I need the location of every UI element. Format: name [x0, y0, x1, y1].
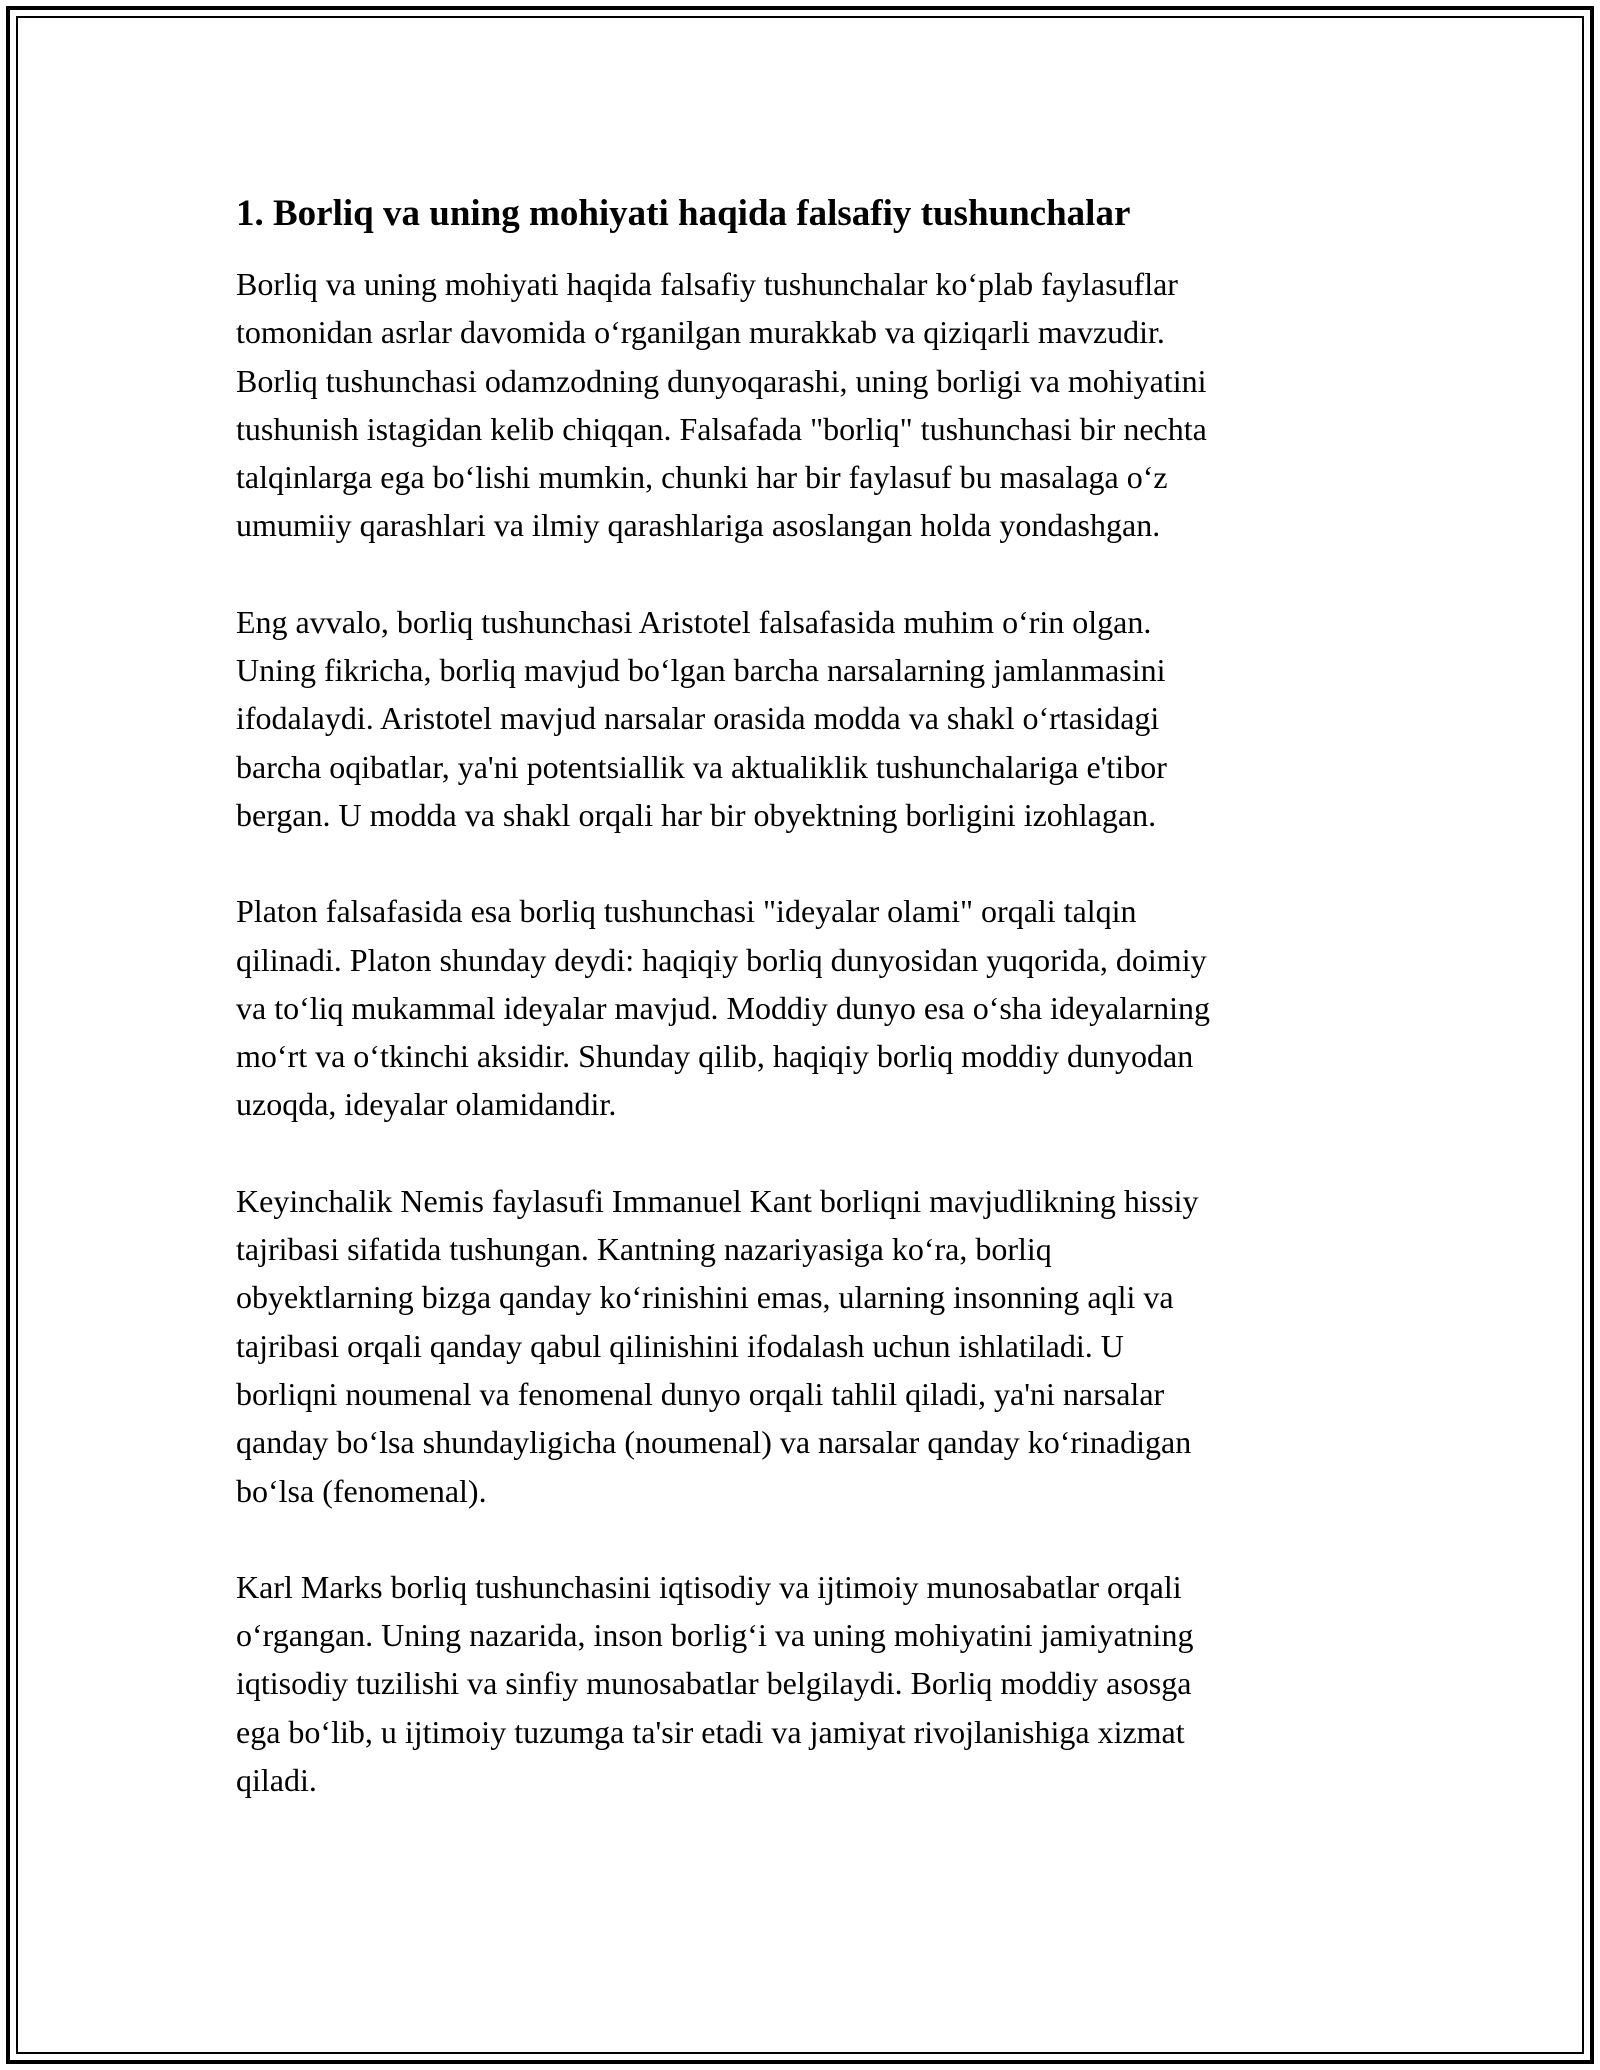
text-line: bergan. U modda va shakl orqali har bir obyektning borligini izohlagan.: [236, 796, 1157, 833]
paragraph-kant: [236, 1177, 1356, 1515]
paragraph-platon: [236, 887, 1356, 1128]
text-line: iqtisodiy tuzilishi va sinfiy munosabatlar belgilaydi. Borliq moddiy asosga: [236, 1665, 1192, 1702]
paragraph-marks: [236, 1563, 1356, 1804]
text-line: barcha oqibatlar, ya'ni potentsiallik va aktualiklik tushunchalariga e'tibor: [236, 748, 1167, 785]
text-line: Uning fikricha, borliq mavjud bo‘lgan barcha narsalarning jamlanmasini: [236, 652, 1166, 689]
text-line: borliqni noumenal va fenomenal dunyo orqali tahlil qiladi, ya'ni narsalar: [236, 1375, 1165, 1412]
text-line: uzoqda, ideyalar olamidandir.: [236, 1086, 617, 1123]
text-line: tomonidan asrlar davomida o‘rganilgan murakkab va qiziqarli mavzudir.: [236, 314, 1165, 351]
text-line: ega bo‘lib, u ijtimoiy tuzumga ta'sir etadi va jamiyat rivojlanishiga xizmat: [236, 1713, 1185, 1750]
text-line: Borliq tushunchasi odamzodning dunyoqarashi, uning borligi va mohiyatini: [236, 362, 1207, 399]
text-line: mo‘rt va o‘tkinchi aksidir. Shunday qilib, haqiqiy borliq moddiy dunyodan: [236, 1038, 1194, 1075]
paragraph-intro: [236, 260, 1356, 550]
text-line: o‘rgangan. Uning nazarida, inson borlig‘i va uning mohiyatini jamiyatning: [236, 1617, 1194, 1654]
text-line: tajribasi sifatida tushungan. Kantning nazariyasiga ko‘ra, borliq: [236, 1231, 1052, 1268]
text-line: qilinadi. Platon shunday deydi: haqiqiy borliq dunyosidan yuqorida, doimiy: [236, 941, 1207, 978]
text-line: bo‘lsa (fenomenal).: [236, 1472, 487, 1509]
paragraph-aristotel: [236, 598, 1356, 839]
text-line: talqinlarga ega bo‘lishi mumkin, chunki har bir faylasuf bu masalaga o‘z: [236, 459, 1168, 496]
text-line: Karl Marks borliq tushunchasini iqtisodiy va ijtimoiy munosabatlar orqali: [236, 1568, 1182, 1605]
text-line: Platon falsafasida esa borliq tushunchasi "ideyalar olami" orqali talqin: [236, 893, 1137, 930]
text-line: Keyinchalik Nemis faylasufi Immanuel Kant borliqni mavjudlikning hissiy: [236, 1182, 1199, 1219]
text-line: ifodalaydi. Aristotel mavjud narsalar orasida modda va shakl o‘rtasidagi: [236, 700, 1160, 737]
text-line: qiladi.: [236, 1762, 317, 1799]
text-line: obyektlarning bizga qanday ko‘rinishini emas, ularning insonning aqli va: [236, 1279, 1174, 1316]
text-line: umumiiy qarashlari va ilmiy qarashlariga asoslangan holda yondashgan.: [236, 507, 1161, 544]
text-line: tajribasi orqali qanday qabul qilinishini ifodalash uchun ishlatiladi. U: [236, 1327, 1124, 1364]
text-line: va to‘liq mukammal ideyalar mavjud. Moddiy dunyo esa o‘sha ideyalarning: [236, 989, 1210, 1026]
document-body: [236, 188, 1356, 1852]
text-line: Borliq va uning mohiyati haqida falsafiy tushunchalar ko‘plab faylasuflar: [236, 266, 1178, 302]
text-line: tushunish istagidan kelib chiqqan. Falsafada "borliq" tushunchasi bir nechta: [236, 410, 1207, 447]
section-heading: 1. Borliq va uning mohiyati haqida falsafiy tushunchalar: [236, 193, 1131, 234]
text-line: Eng avvalo, borliq tushunchasi Aristotel falsafasida muhim o‘rin olgan.: [236, 603, 1152, 640]
text-line: qanday bo‘lsa shundayligicha (noumenal) va narsalar qanday ko‘rinadigan: [236, 1424, 1192, 1461]
